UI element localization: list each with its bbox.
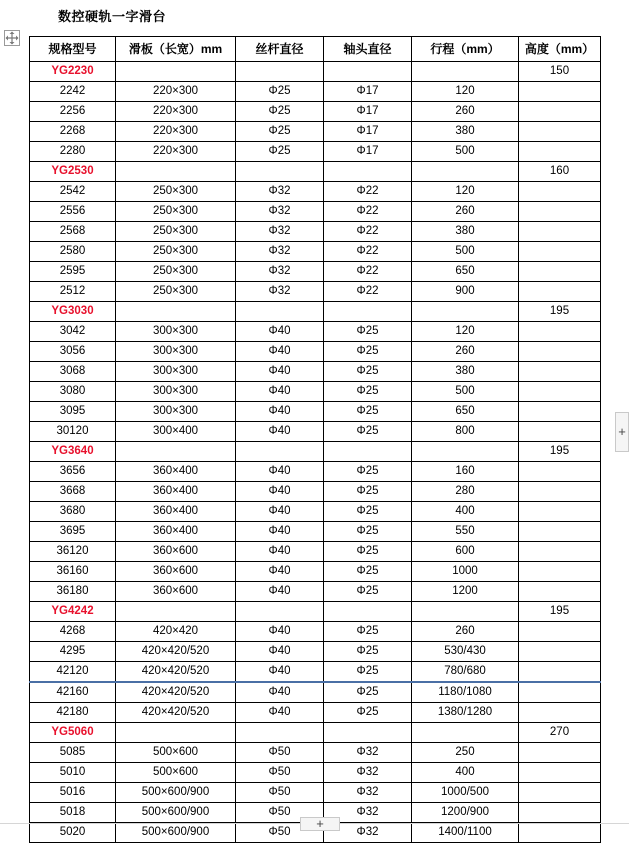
table-row — [30, 582, 601, 602]
table-row — [30, 222, 601, 242]
table-cell: YG3030 — [30, 302, 116, 322]
table-cell: 195 — [519, 302, 601, 322]
table-row — [30, 522, 601, 542]
table-cell: 650 — [412, 262, 519, 282]
table-row — [30, 743, 601, 763]
table-cell: Φ32 — [236, 242, 324, 262]
table-cell: Φ40 — [236, 362, 324, 382]
table-cell: Φ25 — [324, 662, 412, 683]
table-cell: Φ25 — [324, 422, 412, 442]
table-cell: Φ32 — [236, 282, 324, 302]
table-cell: Φ25 — [324, 582, 412, 602]
table-cell: YG4242 — [30, 602, 116, 622]
table-row — [30, 562, 601, 582]
table-cell: Φ32 — [236, 262, 324, 282]
table-cell: 300×300 — [116, 342, 236, 362]
table-cell: 2595 — [30, 262, 116, 282]
table-row — [30, 242, 601, 262]
table-cell — [324, 62, 412, 82]
table-cell: 195 — [519, 442, 601, 462]
table-cell: 600 — [412, 542, 519, 562]
table-cell: Φ17 — [324, 122, 412, 142]
table-row — [30, 682, 601, 703]
table-cell: 380 — [412, 222, 519, 242]
table-cell: 500×600 — [116, 763, 236, 783]
table-cell — [519, 622, 601, 642]
table-cell: 1180/1080 — [412, 682, 519, 703]
table-cell — [412, 723, 519, 743]
table-cell: 650 — [412, 402, 519, 422]
table-cell: 250×300 — [116, 182, 236, 202]
table-cell: Φ25 — [324, 703, 412, 723]
table-cell — [412, 302, 519, 322]
table-cell: 360×600 — [116, 542, 236, 562]
table-cell: 250 — [412, 743, 519, 763]
table-row — [30, 422, 601, 442]
table-group-row — [30, 602, 601, 622]
table-cell: 3095 — [30, 402, 116, 422]
table-cell: Φ25 — [236, 122, 324, 142]
table-cell: 800 — [412, 422, 519, 442]
table-cell: Φ25 — [324, 322, 412, 342]
table-cell: Φ32 — [236, 182, 324, 202]
table-cell: 4268 — [30, 622, 116, 642]
table-cell: Φ40 — [236, 622, 324, 642]
table-cell — [519, 662, 601, 683]
table-cell — [519, 582, 601, 602]
table-cell: Φ25 — [324, 382, 412, 402]
table-cell — [519, 122, 601, 142]
table-cell — [519, 262, 601, 282]
table-cell: 42180 — [30, 703, 116, 723]
table-cell: 420×420/520 — [116, 662, 236, 683]
table-cell — [116, 62, 236, 82]
table-cell — [236, 442, 324, 462]
table-cell: 360×400 — [116, 482, 236, 502]
table-cell: Φ40 — [236, 682, 324, 703]
table-group-row — [30, 442, 601, 462]
table-cell: Φ32 — [324, 743, 412, 763]
table-cell: 500×600 — [116, 743, 236, 763]
table-row — [30, 342, 601, 362]
table-cell: 3068 — [30, 362, 116, 382]
table-row — [30, 642, 601, 662]
table-cell: 300×400 — [116, 422, 236, 442]
table-cell: 500×600/900 — [116, 803, 236, 823]
table-cell: 3042 — [30, 322, 116, 342]
table-group-row — [30, 62, 601, 82]
table-row — [30, 542, 601, 562]
table-cell: 500×600/900 — [116, 823, 236, 843]
table-cell: 2268 — [30, 122, 116, 142]
table-cell — [236, 602, 324, 622]
table-cell — [519, 482, 601, 502]
table-cell: 260 — [412, 202, 519, 222]
table-cell: 420×420/520 — [116, 703, 236, 723]
table-cell — [519, 803, 601, 823]
column-header-height: 高度（mm） — [519, 37, 601, 62]
table-cell: 5020 — [30, 823, 116, 843]
table-cell: 120 — [412, 322, 519, 342]
table-cell: Φ40 — [236, 662, 324, 683]
table-cell: 160 — [412, 462, 519, 482]
table-cell — [412, 442, 519, 462]
table-cell: 120 — [412, 182, 519, 202]
table-cell: 220×300 — [116, 102, 236, 122]
table-cell: Φ32 — [236, 222, 324, 242]
table-cell: Φ40 — [236, 542, 324, 562]
table-cell: Φ22 — [324, 222, 412, 242]
table-cell: 250×300 — [116, 282, 236, 302]
table-cell: 42160 — [30, 682, 116, 703]
table-cell: 5016 — [30, 783, 116, 803]
column-header-model: 规格型号 — [30, 37, 116, 62]
table-row — [30, 142, 601, 162]
table-cell: 550 — [412, 522, 519, 542]
table-cell — [236, 162, 324, 182]
table-cell: 360×400 — [116, 462, 236, 482]
table-cell — [519, 382, 601, 402]
table-cell: YG2530 — [30, 162, 116, 182]
table-cell: Φ25 — [236, 102, 324, 122]
table-cell: 270 — [519, 723, 601, 743]
table-cell — [519, 362, 601, 382]
table-cell: 250×300 — [116, 202, 236, 222]
bottom-expand-plus-label: + — [316, 816, 324, 831]
table-row — [30, 82, 601, 102]
table-cell — [116, 723, 236, 743]
table-cell: 5010 — [30, 763, 116, 783]
table-cell: Φ22 — [324, 202, 412, 222]
table-cell: 1400/1100 — [412, 823, 519, 843]
table-cell: Φ22 — [324, 242, 412, 262]
table-cell — [236, 62, 324, 82]
table-cell: Φ32 — [324, 783, 412, 803]
table-cell — [519, 282, 601, 302]
table-cell: 260 — [412, 622, 519, 642]
table-cell: Φ40 — [236, 422, 324, 442]
table-cell — [519, 242, 601, 262]
table-cell: 500×600/900 — [116, 783, 236, 803]
table-row — [30, 262, 601, 282]
table-row — [30, 182, 601, 202]
table-cell: 3668 — [30, 482, 116, 502]
table-row — [30, 482, 601, 502]
table-row — [30, 783, 601, 803]
table-cell: Φ25 — [324, 682, 412, 703]
table-row — [30, 202, 601, 222]
table-cell: Φ25 — [324, 502, 412, 522]
table-cell: 150 — [519, 62, 601, 82]
table-cell: 36160 — [30, 562, 116, 582]
table-cell: 250×300 — [116, 262, 236, 282]
table-row — [30, 382, 601, 402]
table-cell: 42120 — [30, 662, 116, 683]
table-cell: 2256 — [30, 102, 116, 122]
table-cell: 500 — [412, 382, 519, 402]
table-cell — [324, 302, 412, 322]
table-cell: Φ40 — [236, 342, 324, 362]
table-cell — [519, 682, 601, 703]
table-cell: 300×300 — [116, 382, 236, 402]
table-cell: Φ22 — [324, 282, 412, 302]
table-cell: Φ25 — [324, 482, 412, 502]
table-cell: Φ17 — [324, 82, 412, 102]
table-cell: 3080 — [30, 382, 116, 402]
table-group-row — [30, 302, 601, 322]
table-cell — [519, 462, 601, 482]
spec-table — [29, 36, 601, 843]
table-cell: 260 — [412, 342, 519, 362]
table-cell: Φ40 — [236, 402, 324, 422]
table-cell: Φ25 — [236, 82, 324, 102]
table-cell — [519, 82, 601, 102]
table-cell: 280 — [412, 482, 519, 502]
table-cell: Φ50 — [236, 743, 324, 763]
table-cell — [519, 222, 601, 242]
table-cell: Φ25 — [324, 522, 412, 542]
table-cell: 300×300 — [116, 362, 236, 382]
table-cell — [324, 442, 412, 462]
table-cell: 360×600 — [116, 562, 236, 582]
table-cell: 500 — [412, 142, 519, 162]
page-title: 数控硬轨一字滑台 — [58, 9, 167, 24]
table-cell — [519, 783, 601, 803]
table-cell: Φ40 — [236, 382, 324, 402]
table-cell — [519, 743, 601, 763]
table-cell — [116, 302, 236, 322]
table-cell: Φ32 — [236, 202, 324, 222]
table-cell: Φ40 — [236, 462, 324, 482]
table-cell: 780/680 — [412, 662, 519, 683]
table-cell — [519, 202, 601, 222]
table-cell — [519, 402, 601, 422]
table-row — [30, 282, 601, 302]
table-cell — [519, 422, 601, 442]
table-group-row — [30, 723, 601, 743]
table-cell: 530/430 — [412, 642, 519, 662]
table-cell — [324, 602, 412, 622]
table-cell: Φ50 — [236, 823, 324, 843]
table-cell: 360×600 — [116, 582, 236, 602]
table-cell: Φ50 — [236, 783, 324, 803]
table-cell: 360×400 — [116, 522, 236, 542]
table-cell: 2556 — [30, 202, 116, 222]
table-cell — [519, 182, 601, 202]
table-cell: YG3640 — [30, 442, 116, 462]
move-handle-icon[interactable] — [4, 30, 20, 46]
table-cell — [519, 102, 601, 122]
table-cell: 1000 — [412, 562, 519, 582]
table-cell: Φ40 — [236, 522, 324, 542]
table-cell: 500 — [412, 242, 519, 262]
table-cell: Φ25 — [324, 642, 412, 662]
table-cell: 380 — [412, 362, 519, 382]
table-row — [30, 402, 601, 422]
table-cell: Φ32 — [324, 803, 412, 823]
table-cell — [324, 162, 412, 182]
table-cell: 2542 — [30, 182, 116, 202]
table-cell: Φ25 — [236, 142, 324, 162]
table-cell: 220×300 — [116, 82, 236, 102]
spec-table-body — [30, 62, 601, 843]
table-cell: 400 — [412, 763, 519, 783]
table-cell — [116, 162, 236, 182]
table-cell: 2568 — [30, 222, 116, 242]
table-cell: 36180 — [30, 582, 116, 602]
table-row — [30, 102, 601, 122]
table-cell: YG2230 — [30, 62, 116, 82]
table-cell — [519, 522, 601, 542]
table-cell: 260 — [412, 102, 519, 122]
table-cell: Φ32 — [324, 763, 412, 783]
table-cell: 220×300 — [116, 122, 236, 142]
column-header-plate: 滑板（长宽）mm — [116, 37, 236, 62]
table-cell — [236, 302, 324, 322]
table-cell: 220×300 — [116, 142, 236, 162]
table-cell: 2280 — [30, 142, 116, 162]
table-cell: 3056 — [30, 342, 116, 362]
table-cell: 400 — [412, 502, 519, 522]
spec-table-container — [29, 36, 600, 843]
table-cell: Φ25 — [324, 622, 412, 642]
table-cell — [116, 602, 236, 622]
table-cell — [519, 502, 601, 522]
table-cell — [519, 342, 601, 362]
side-expand-control[interactable] — [615, 412, 629, 452]
table-cell — [519, 703, 601, 723]
bottom-expand-control[interactable] — [300, 817, 340, 831]
table-header-row — [30, 37, 601, 62]
table-cell — [116, 442, 236, 462]
table-cell: 1000/500 — [412, 783, 519, 803]
table-cell — [519, 142, 601, 162]
table-cell: 420×420 — [116, 622, 236, 642]
table-cell — [519, 322, 601, 342]
table-cell — [519, 542, 601, 562]
table-cell: 3695 — [30, 522, 116, 542]
table-cell — [412, 602, 519, 622]
table-cell: Φ25 — [324, 562, 412, 582]
table-cell: Φ40 — [236, 322, 324, 342]
table-cell: Φ25 — [324, 402, 412, 422]
table-cell: 1380/1280 — [412, 703, 519, 723]
side-expand-plus-label: + — [618, 424, 626, 439]
table-row — [30, 662, 601, 683]
table-cell: 3680 — [30, 502, 116, 522]
table-cell: Φ25 — [324, 342, 412, 362]
table-cell: 30120 — [30, 422, 116, 442]
table-cell — [324, 723, 412, 743]
table-row — [30, 502, 601, 522]
table-cell: YG5060 — [30, 723, 116, 743]
table-cell: Φ40 — [236, 482, 324, 502]
table-cell: 250×300 — [116, 222, 236, 242]
table-cell: Φ25 — [324, 542, 412, 562]
column-header-screw-diameter: 丝杆直径 — [236, 37, 324, 62]
table-row — [30, 462, 601, 482]
table-cell: Φ25 — [324, 462, 412, 482]
table-cell: 2242 — [30, 82, 116, 102]
table-cell: 5018 — [30, 803, 116, 823]
table-cell: Φ22 — [324, 262, 412, 282]
table-cell: 2512 — [30, 282, 116, 302]
table-cell: Φ40 — [236, 502, 324, 522]
table-group-row — [30, 162, 601, 182]
table-row — [30, 622, 601, 642]
table-cell: 900 — [412, 282, 519, 302]
table-cell: Φ40 — [236, 562, 324, 582]
column-header-travel: 行程（mm） — [412, 37, 519, 62]
table-cell — [412, 62, 519, 82]
table-cell — [236, 723, 324, 743]
table-cell: 300×300 — [116, 322, 236, 342]
table-cell — [519, 562, 601, 582]
table-cell — [519, 823, 601, 843]
table-cell — [519, 642, 601, 662]
table-cell: Φ50 — [236, 803, 324, 823]
table-cell: Φ40 — [236, 582, 324, 602]
table-cell: 160 — [519, 162, 601, 182]
table-cell: 360×400 — [116, 502, 236, 522]
table-cell — [519, 763, 601, 783]
table-cell: 5085 — [30, 743, 116, 763]
column-header-shaft-diameter: 轴头直径 — [324, 37, 412, 62]
table-cell: Φ25 — [324, 362, 412, 382]
table-cell: Φ17 — [324, 102, 412, 122]
table-row — [30, 122, 601, 142]
table-row — [30, 703, 601, 723]
table-cell: 420×420/520 — [116, 682, 236, 703]
table-cell: 3656 — [30, 462, 116, 482]
table-cell: 4295 — [30, 642, 116, 662]
table-cell: Φ22 — [324, 182, 412, 202]
table-row — [30, 763, 601, 783]
table-cell: 300×300 — [116, 402, 236, 422]
table-cell: 1200 — [412, 582, 519, 602]
table-cell: 195 — [519, 602, 601, 622]
table-cell: Φ40 — [236, 703, 324, 723]
table-cell — [412, 162, 519, 182]
table-cell: 36120 — [30, 542, 116, 562]
table-cell: 250×300 — [116, 242, 236, 262]
table-cell: Φ50 — [236, 763, 324, 783]
table-cell: 1200/900 — [412, 803, 519, 823]
table-cell: Φ40 — [236, 642, 324, 662]
table-cell: 120 — [412, 82, 519, 102]
table-row — [30, 322, 601, 342]
table-cell: 420×420/520 — [116, 642, 236, 662]
table-cell: Φ17 — [324, 142, 412, 162]
table-cell: Φ32 — [324, 823, 412, 843]
table-row — [30, 362, 601, 382]
table-cell: 2580 — [30, 242, 116, 262]
table-cell: 380 — [412, 122, 519, 142]
